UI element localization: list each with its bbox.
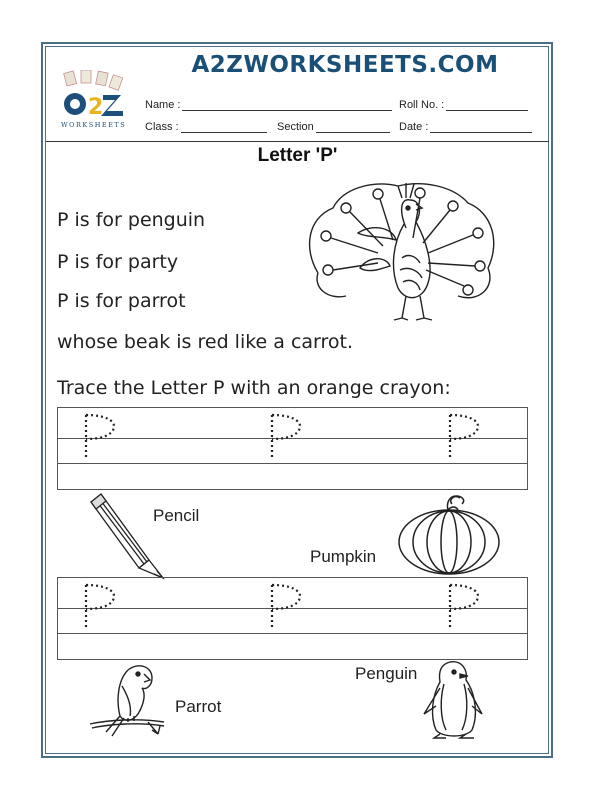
traceable-letters-row-1[interactable] bbox=[80, 411, 528, 461]
roll-label: Roll No. : bbox=[399, 99, 445, 111]
class-blank[interactable] bbox=[181, 121, 267, 133]
a2z-logo-icon bbox=[55, 70, 135, 130]
parrot-label: Parrot bbox=[175, 697, 222, 716]
name-blank[interactable] bbox=[182, 99, 392, 111]
name-field[interactable] bbox=[145, 99, 392, 111]
header-separator bbox=[46, 141, 549, 142]
worksheet-title: Letter 'P' bbox=[257, 145, 338, 166]
date-field[interactable] bbox=[399, 121, 532, 133]
date-blank[interactable] bbox=[430, 121, 532, 133]
parrot-icon bbox=[88, 660, 166, 740]
rhyme-line-3: P is for parrot bbox=[57, 290, 186, 312]
pencil-icon bbox=[87, 490, 169, 582]
pencil-label: Pencil bbox=[153, 506, 200, 525]
pumpkin-icon bbox=[396, 492, 502, 578]
penguin-icon bbox=[420, 658, 488, 740]
section-label: Section bbox=[277, 121, 314, 133]
date-label: Date : bbox=[399, 121, 429, 133]
trace-instruction: Trace the Letter P with an orange crayon: bbox=[57, 377, 451, 399]
rhyme-line-1: P is for penguin bbox=[57, 209, 206, 231]
penguin-label: Penguin bbox=[355, 664, 418, 683]
svg-text:2: 2 bbox=[88, 95, 104, 120]
roll-blank[interactable] bbox=[446, 99, 528, 111]
pumpkin-label: Pumpkin bbox=[310, 547, 377, 566]
class-field[interactable] bbox=[145, 121, 267, 133]
section-field[interactable] bbox=[277, 121, 390, 133]
rhyme-line-4: whose beak is red like a carrot. bbox=[57, 331, 354, 353]
section-blank[interactable] bbox=[316, 121, 390, 133]
name-label: Name : bbox=[145, 99, 181, 111]
peacock-icon bbox=[298, 178, 503, 322]
traceable-letters-row-2[interactable] bbox=[80, 581, 528, 631]
logo-caption: WORKSHEETS bbox=[61, 121, 127, 129]
rhyme-line-2: P is for party bbox=[57, 251, 179, 273]
roll-field[interactable] bbox=[399, 99, 528, 111]
class-label: Class : bbox=[145, 121, 179, 133]
site-title: A2ZWORKSHEETS.COM bbox=[191, 52, 499, 78]
